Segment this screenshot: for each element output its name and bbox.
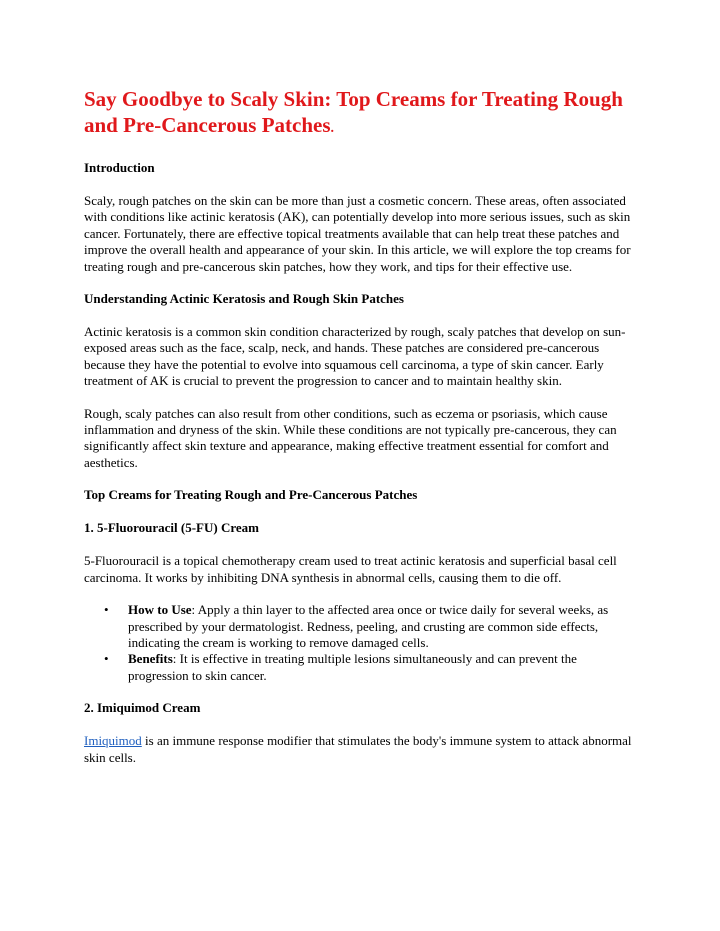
- fluorouracil-heading: 1. 5-Fluorouracil (5-FU) Cream: [84, 520, 259, 536]
- list-item: [84, 651, 636, 684]
- actinic-keratosis-paragraph: Actinic keratosis is a common skin condition characterized by rough, scaly patches that develop on sun-exposed areas such as the face, scalp, neck, and hands. These patches are considered pre-cancerous because they have the potential to evolve into squamous cell carcinoma, a type of skin cancer. Early treatment of AK is crucial to prevent the progression to cancer and to maintain healthy skin.: [84, 324, 626, 389]
- rough-patches-paragraph: Rough, scaly patches can also result from other conditions, such as eczema or psoriasis, which cause inflammation and dryness of the skin. While these conditions are not typically pre-cancerous, they can significantly affect skin texture and appearance, making effective treatment essential for comfort and aesthetics.: [84, 405, 617, 470]
- bullet-label-how-to-use: How to Use: [128, 602, 192, 618]
- bullet-label-benefits: Benefits: [128, 651, 173, 667]
- imiquimod-paragraph-text: is an immune response modifier that stimulates the body's immune system to attack abnormal skin cells.: [84, 733, 632, 765]
- bullet-text-how-to-use: : Apply a thin layer to the affected area once or twice daily for several weeks, as prescribed by your dermatologist. Redness, peeling, and crusting are common side effects, indicating the cream is working to remove damaged cells.: [128, 602, 609, 650]
- actinic-keratosis-heading: Understanding Actinic Keratosis and Rough Skin Patches: [84, 291, 404, 307]
- bullet-text-benefits: : It is effective in treating multiple lesions simultaneously and can prevent the progression to skin cancer.: [128, 651, 577, 683]
- article-title-text: Say Goodbye to Scaly Skin: Top Creams for Treating Rough and Pre-Cancerous Patches: [84, 87, 623, 137]
- bullet-icon: •: [104, 651, 109, 667]
- introduction-heading: Introduction: [84, 160, 155, 175]
- introduction-paragraph: Scaly, rough patches on the skin can be more than just a cosmetic concern. These areas, often associated with conditions like actinic keratosis (AK), can potentially develop into more serious issues, such as skin cancer. Fortunately, there are effective topical treatments available that can help treat these patches and improve the overall health and appearance of your skin. In this article, we will explore the top creams for treating rough and pre-cancerous skin patches, how they work, and tips for their effective use.: [84, 193, 631, 274]
- fluorouracil-bullet-list: [84, 602, 636, 684]
- list-item: [84, 602, 636, 651]
- article-title-dot: .: [330, 121, 335, 136]
- imiquimod-paragraph: [84, 733, 636, 766]
- top-creams-heading: Top Creams for Treating Rough and Pre-Cancerous Patches: [84, 487, 418, 503]
- imiquimod-heading: 2. Imiquimod Cream: [84, 700, 201, 716]
- bullet-icon: •: [104, 602, 109, 618]
- imiquimod-link[interactable]: Imiquimod: [84, 733, 142, 749]
- fluorouracil-paragraph: 5-Fluorouracil is a topical chemotherapy cream used to treat actinic keratosis and superficial basal cell carcinoma. It works by inhibiting DNA synthesis in abnormal cells, causing them to die off.: [84, 553, 617, 585]
- article-title: [84, 86, 636, 142]
